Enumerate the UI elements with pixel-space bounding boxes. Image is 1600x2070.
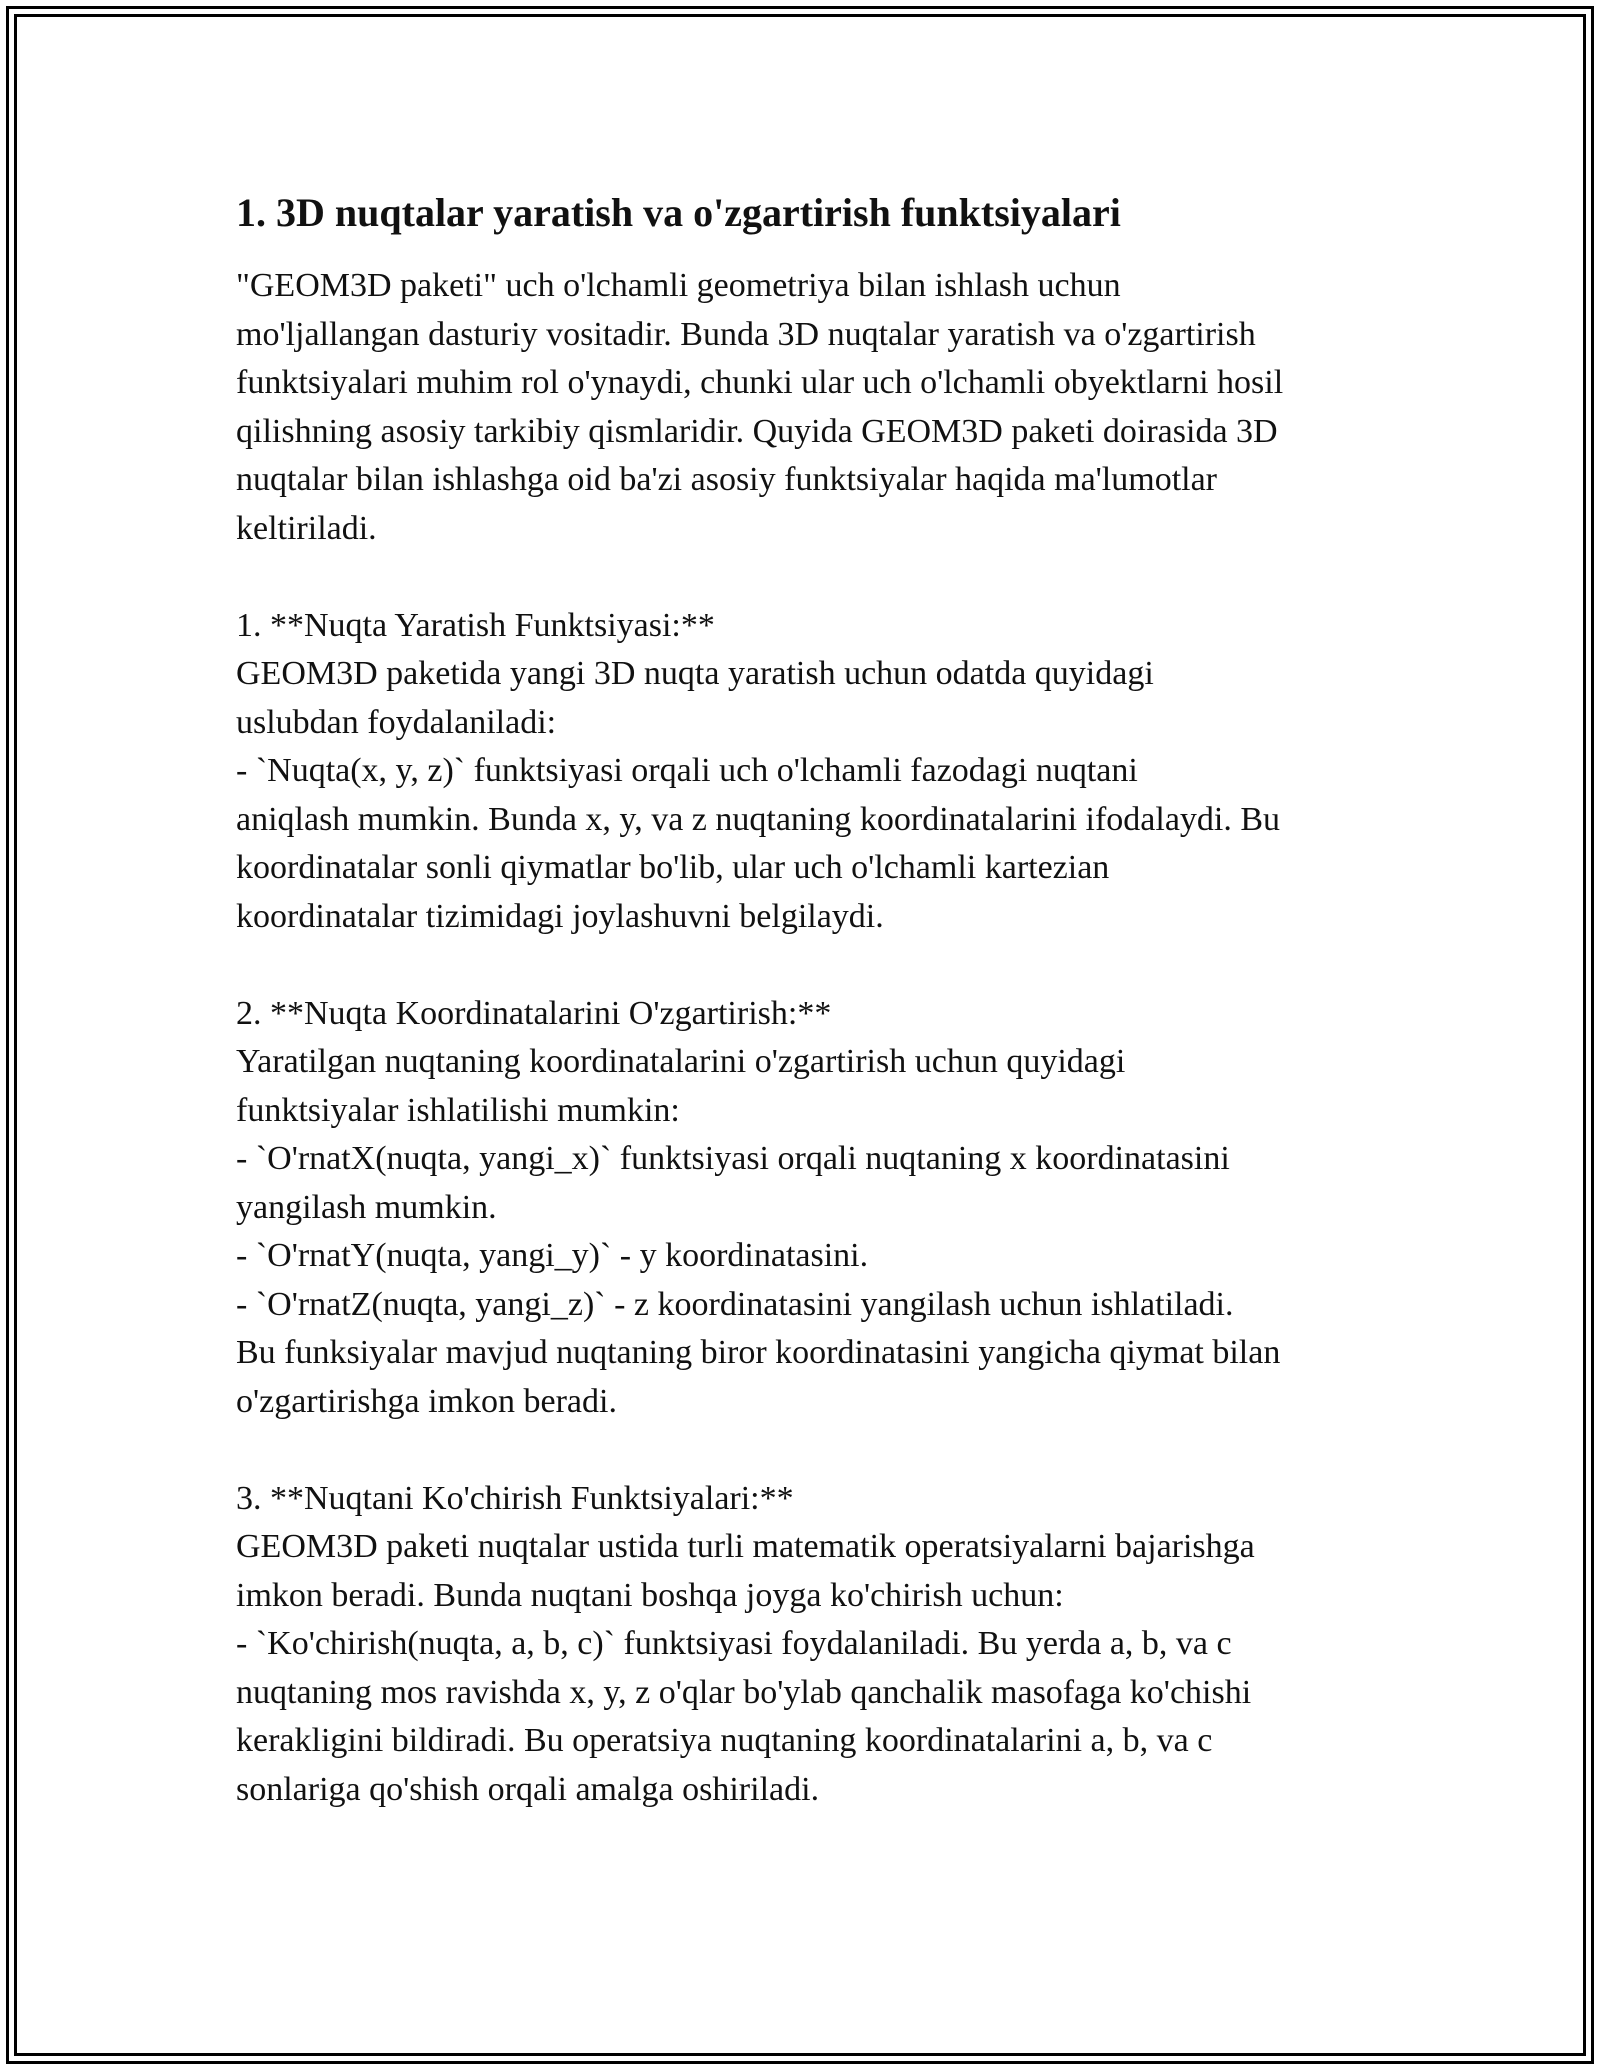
coordinate-change-section: 2. **Nuqta Koordinatalarini O'zgartirish:** Yaratilgan nuqtaning koordinatalarini o'zgartirish uchun quyidagi funktsiyalar ishlatilishi mumkin: - `O'rnatX(nuqta, yangi_x)` funktsiyasi orqali nuqtaning x koordinatasini yangilash mumkin. - `O'rnatY(nuqta, yangi_y)` - y koordinatasini. - `O'rnatZ(nuqta, yangi_z)` - z koordinatasini yangilash uchun ishlatiladi. Bu funksiyalar mavjud nuqtaning biror koordinatasini yangicha qiymat bilan o'zgartirishga imkon beradi.	[236, 994, 1281, 1420]
point-creation-section: 1. **Nuqta Yaratish Funktsiyasi:** GEOM3D paketida yangi 3D nuqta yaratish uchun odatda quyidagi uslubdan foydalaniladi: - `Nuqta(x, y, z)` funktsiyasi orqali uch o'lchamli fazodagi nuqtani aniqlash mumkin. Bunda x, y, va z nuqtaning koordinatalarini ifodalaydi. Bu koordinatalar sonli qiymatlar bo'lib, ular uch o'lchamli kartezian koordinatalar tizimidagi joylashuvni belgilaydi.	[236, 606, 1281, 935]
document-body	[236, 186, 1376, 1814]
intro-paragraph: "GEOM3D paketi" uch o'lchamli geometriya bilan ishlash uchun mo'ljallangan dasturiy vositadir. Bunda 3D nuqtalar yaratish va o'zgartirish funktsiyalari muhim rol o'ynaydi, chunki ular uch o'lchamli obyektlarni hosil qilishning asosiy tarkibiy qismlaridir. Quyida GEOM3D paketi doirasida 3D nuqtalar bilan ishlashga oid ba'zi asosiy funktsiyalar haqida ma'lumotlar keltiriladi.	[236, 267, 1284, 547]
point-move-section: 3. **Nuqtani Ko'chirish Funktsiyalari:** GEOM3D paketi nuqtalar ustida turli matematik operatsiyalarni bajarishga imkon beradi. Bunda nuqtani boshqa joyga ko'chirish uchun: - `Ko'chirish(nuqta, a, b, c)` funktsiyasi foydalaniladi. Bu yerda a, b, va c nuqtaning mos ravishda x, y, z o'qlar bo'ylab qanchalik masofaga ko'chishi kerakligini bildiradi. Bu operatsiya nuqtaning koordinatalarini a, b, va c sonlariga qo'shish orqali amalga oshiriladi.	[236, 1479, 1255, 1808]
section-heading: 1. 3D nuqtalar yaratish va o'zgartirish funktsiyalari	[236, 190, 1121, 235]
